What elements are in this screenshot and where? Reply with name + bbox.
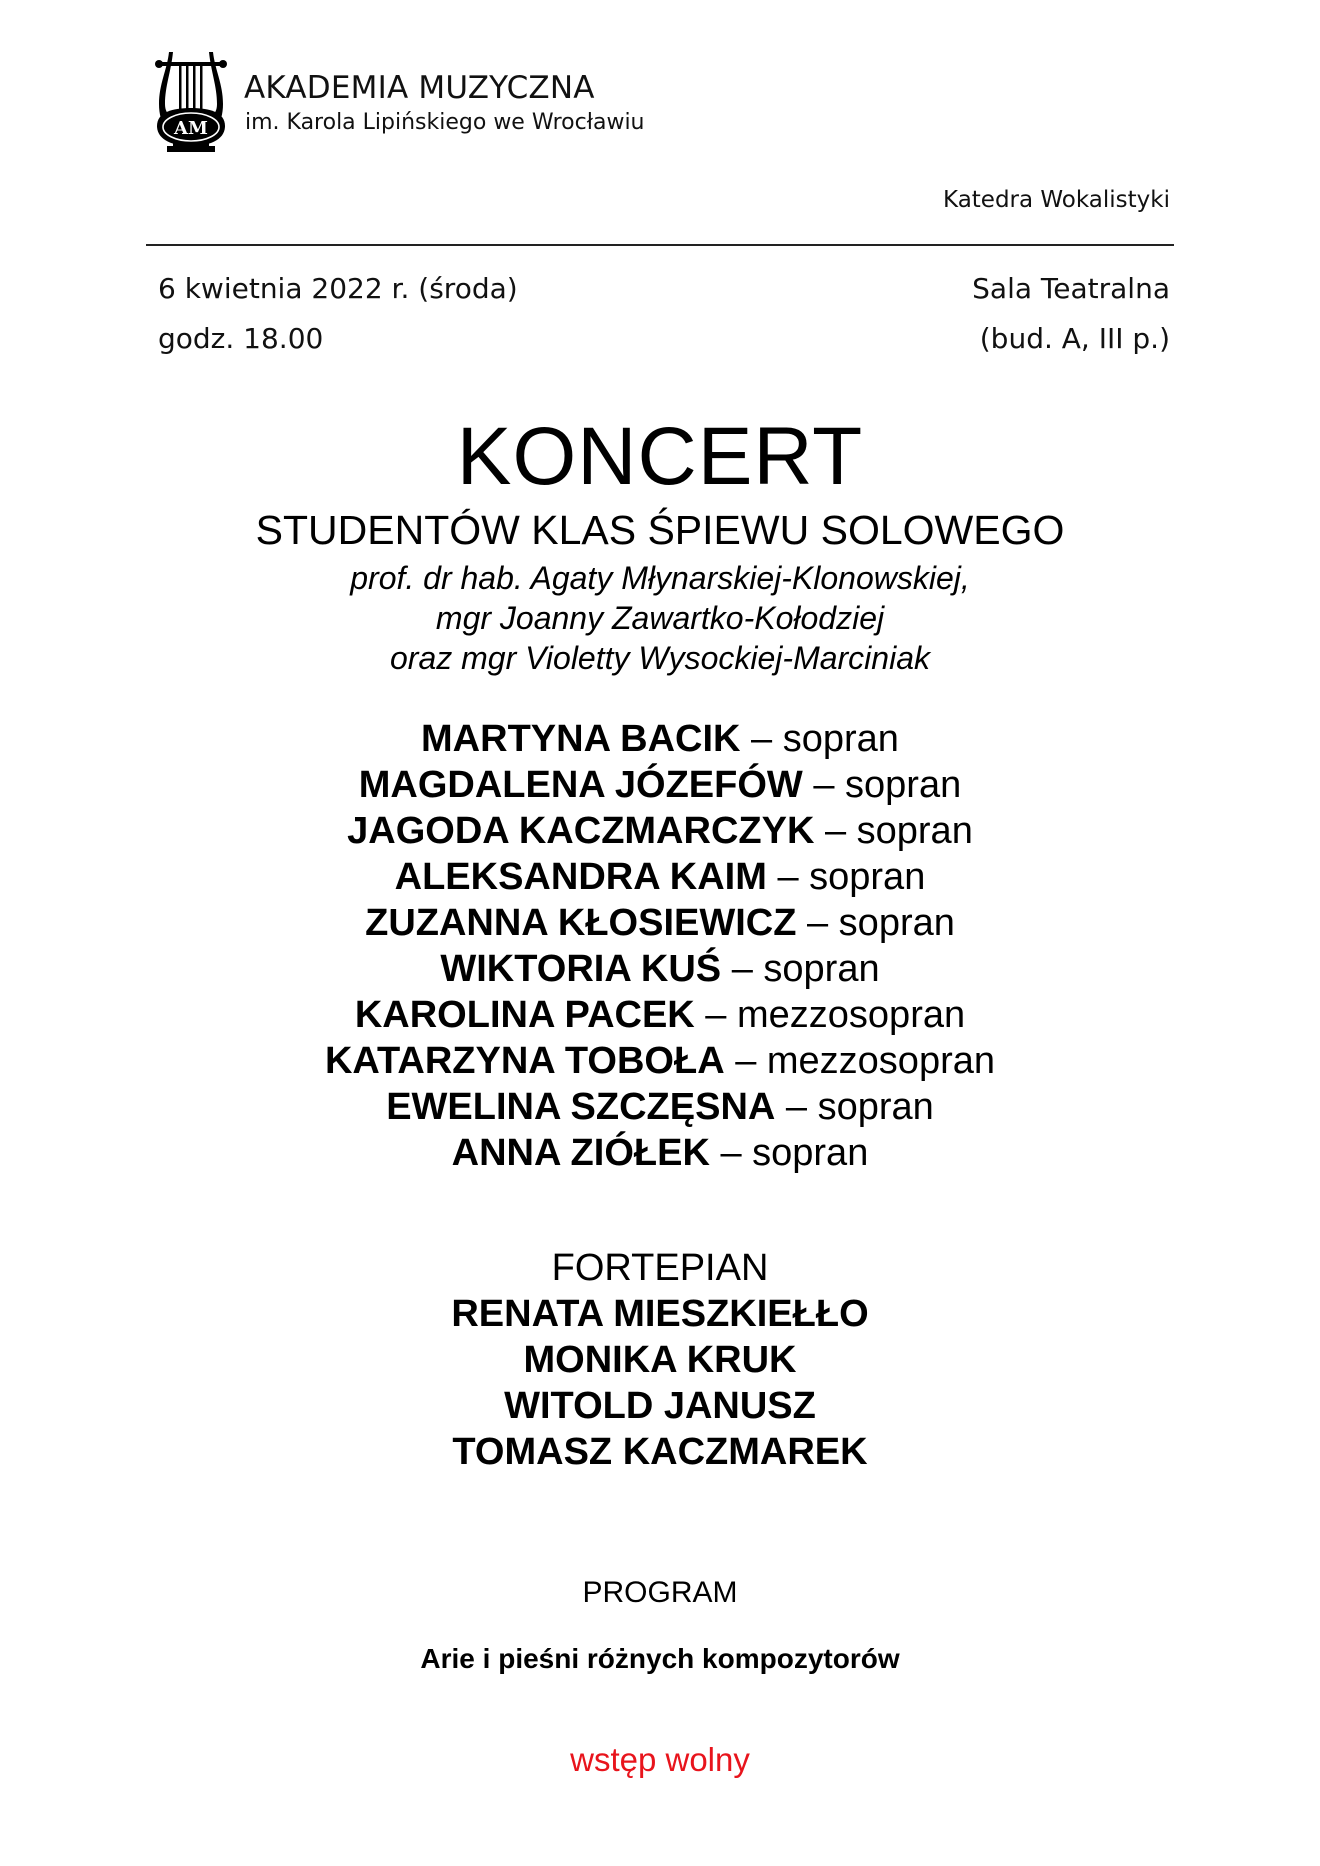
performer-voice: – mezzosopran	[694, 994, 966, 1036]
performer-name: KAROLINA PACEK	[354, 994, 695, 1036]
svg-text:AM: AM	[174, 118, 208, 139]
performer-row	[0, 1130, 1320, 1176]
performer-row	[0, 762, 1320, 808]
department-label: Katedra Wokalistyki	[943, 187, 1170, 213]
performer-row	[0, 1084, 1320, 1130]
performer-name: KATARZYNA TOBOŁA	[324, 1040, 725, 1082]
pianists-list	[0, 1291, 1320, 1475]
performer-voice: – sopran	[796, 902, 955, 944]
piano-section-label: FORTEPIAN	[551, 1247, 769, 1289]
performer-voice: – sopran	[740, 718, 899, 760]
performer-voice: – sopran	[814, 810, 973, 852]
event-time: godz. 18.00	[158, 322, 324, 355]
venue-name: Sala Teatralna	[972, 272, 1170, 305]
admission-note: wstęp wolny	[570, 1741, 750, 1778]
performer-row	[0, 946, 1320, 992]
pianist-name: RENATA MIESZKIEŁŁO	[451, 1293, 869, 1335]
performer-row	[0, 808, 1320, 854]
event-venue	[972, 264, 1170, 364]
performer-voice: – mezzosopran	[724, 1040, 996, 1082]
performer-name: EWELINA SZCZĘSNA	[386, 1086, 776, 1128]
institution-subtitle: im. Karola Lipińskiego we Wrocławiu	[245, 110, 645, 135]
page-title: KONCERT	[456, 411, 864, 502]
performer-name: ANNA ZIÓŁEK	[451, 1132, 710, 1174]
institution-name: AKADEMIA MUZYCZNA	[244, 70, 595, 106]
teacher-line: mgr Joanny Zawartko-Kołodziej	[435, 600, 885, 636]
pianist-name: TOMASZ KACZMAREK	[452, 1431, 868, 1473]
performer-name: ZUZANNA KŁOSIEWICZ	[365, 902, 797, 944]
event-date: 6 kwietnia 2022 r. (środa)	[158, 272, 518, 305]
venue-detail: (bud. A, III p.)	[979, 322, 1170, 355]
performer-name: JAGODA KACZMARCZYK	[347, 810, 815, 852]
performer-row	[0, 992, 1320, 1038]
page-subtitle: STUDENTÓW KLAS ŚPIEWU SOLOWEGO	[255, 507, 1065, 553]
performer-row	[0, 900, 1320, 946]
performer-row	[0, 854, 1320, 900]
program-description: Arie i pieśni różnych kompozytorów	[420, 1643, 900, 1674]
performer-name: MAGDALENA JÓZEFÓW	[358, 764, 803, 806]
performer-voice: – sopran	[709, 1132, 869, 1174]
teacher-line: oraz mgr Violetty Wysockiej-Marciniak	[390, 640, 930, 676]
performers-list	[0, 716, 1320, 1176]
performer-name: WIKTORIA KUŚ	[440, 948, 722, 990]
teachers-list	[0, 558, 1320, 678]
performer-voice: – sopran	[802, 764, 962, 806]
performer-row	[0, 716, 1320, 762]
pianist-name: MONIKA KRUK	[523, 1339, 797, 1381]
program-label: PROGRAM	[582, 1576, 738, 1609]
lyre-am-logo-icon	[153, 50, 229, 152]
performer-row	[0, 1038, 1320, 1084]
performer-voice: – sopran	[775, 1086, 934, 1128]
performer-name: ALEKSANDRA KAIM	[394, 856, 767, 898]
header-divider	[146, 244, 1174, 246]
performer-voice: – sopran	[721, 948, 880, 990]
teacher-line: prof. dr hab. Agaty Młynarskiej-Klonowskiej,	[350, 560, 970, 596]
event-datetime	[158, 264, 518, 364]
performer-name: MARTYNA BACIK	[421, 718, 741, 760]
performer-voice: – sopran	[766, 856, 926, 898]
pianist-name: WITOLD JANUSZ	[504, 1385, 816, 1427]
